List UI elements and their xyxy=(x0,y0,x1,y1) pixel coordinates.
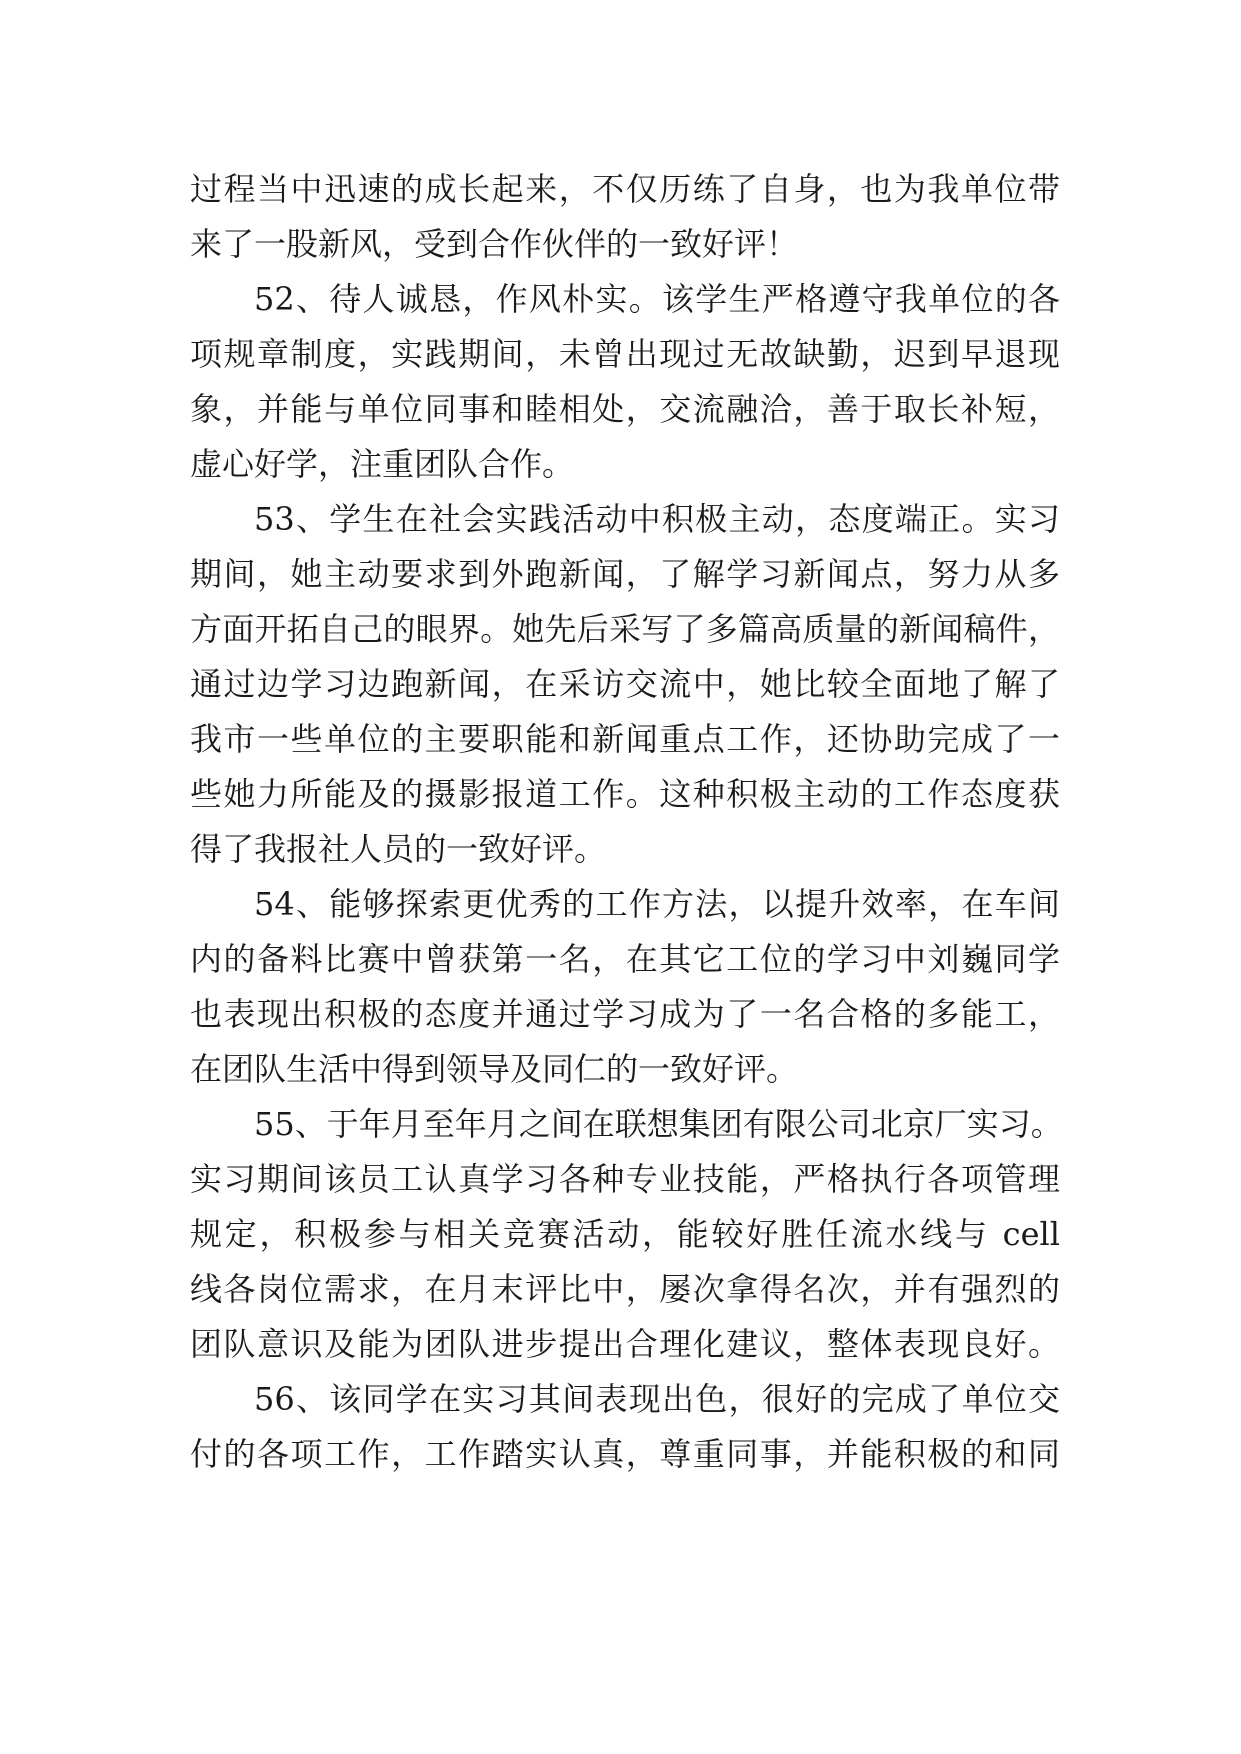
text-line: 象，并能与单位同事和睦相处，交流融洽，善于取长补短， xyxy=(190,390,1060,428)
text-line: 团队意识及能为团队进步提出合理化建议，整体表现良好。 xyxy=(190,1325,1060,1363)
text-line: 56、该同学在实习其间表现出色，很好的完成了单位交 xyxy=(254,1380,1060,1418)
text-line: 期间，她主动要求到外跑新闻，了解学习新闻点，努力从多 xyxy=(190,555,1060,593)
text-line: 得了我报社人员的一致好评。 xyxy=(190,830,607,868)
text-line: 在团队生活中得到领导及同仁的一致好评。 xyxy=(190,1050,799,1088)
text-line: 些她力所能及的摄影报道工作。这种积极主动的工作态度获 xyxy=(190,775,1060,813)
text-line: 53、学生在社会实践活动中积极主动，态度端正。实习 xyxy=(254,500,1060,538)
text-line: 52、待人诚恳，作风朴实。该学生严格遵守我单位的各 xyxy=(254,280,1060,318)
text-line: 线各岗位需求，在月末评比中，屡次拿得名次，并有强烈的 xyxy=(190,1270,1060,1308)
text-line: 54、能够探索更优秀的工作方法，以提升效率，在车间 xyxy=(254,885,1060,923)
text-line: 也表现出积极的态度并通过学习成为了一名合格的多能工， xyxy=(190,995,1060,1033)
document-body xyxy=(190,162,1063,1482)
text-line: 付的各项工作，工作踏实认真，尊重同事，并能积极的和同 xyxy=(190,1435,1060,1473)
text-line: 过程当中迅速的成长起来，不仅历练了自身，也为我单位带 xyxy=(190,170,1060,208)
text-line: 55、于年月至年月之间在联想集团有限公司北京厂实习。 xyxy=(254,1105,1063,1143)
text-line: 项规章制度，实践期间，未曾出现过无故缺勤，迟到早退现 xyxy=(190,335,1060,373)
text-line: 方面开拓自己的眼界。她先后采写了多篇高质量的新闻稿件， xyxy=(190,610,1060,648)
text-line: 通过边学习边跑新闻，在采访交流中，她比较全面地了解了 xyxy=(190,665,1060,703)
text-line: 实习期间该员工认真学习各种专业技能，严格执行各项管理 xyxy=(190,1160,1060,1198)
text-line: 来了一股新风，受到合作伙伴的一致好评！ xyxy=(190,225,799,263)
text-line: 内的备料比赛中曾获第一名，在其它工位的学习中刘巍同学 xyxy=(190,940,1060,978)
text-line: 虚心好学，注重团队合作。 xyxy=(190,445,575,483)
text-line: 我市一些单位的主要职能和新闻重点工作，还协助完成了一 xyxy=(190,720,1060,758)
text-line: 规定，积极参与相关竞赛活动，能较好胜任流水线与 cell xyxy=(190,1215,1060,1253)
